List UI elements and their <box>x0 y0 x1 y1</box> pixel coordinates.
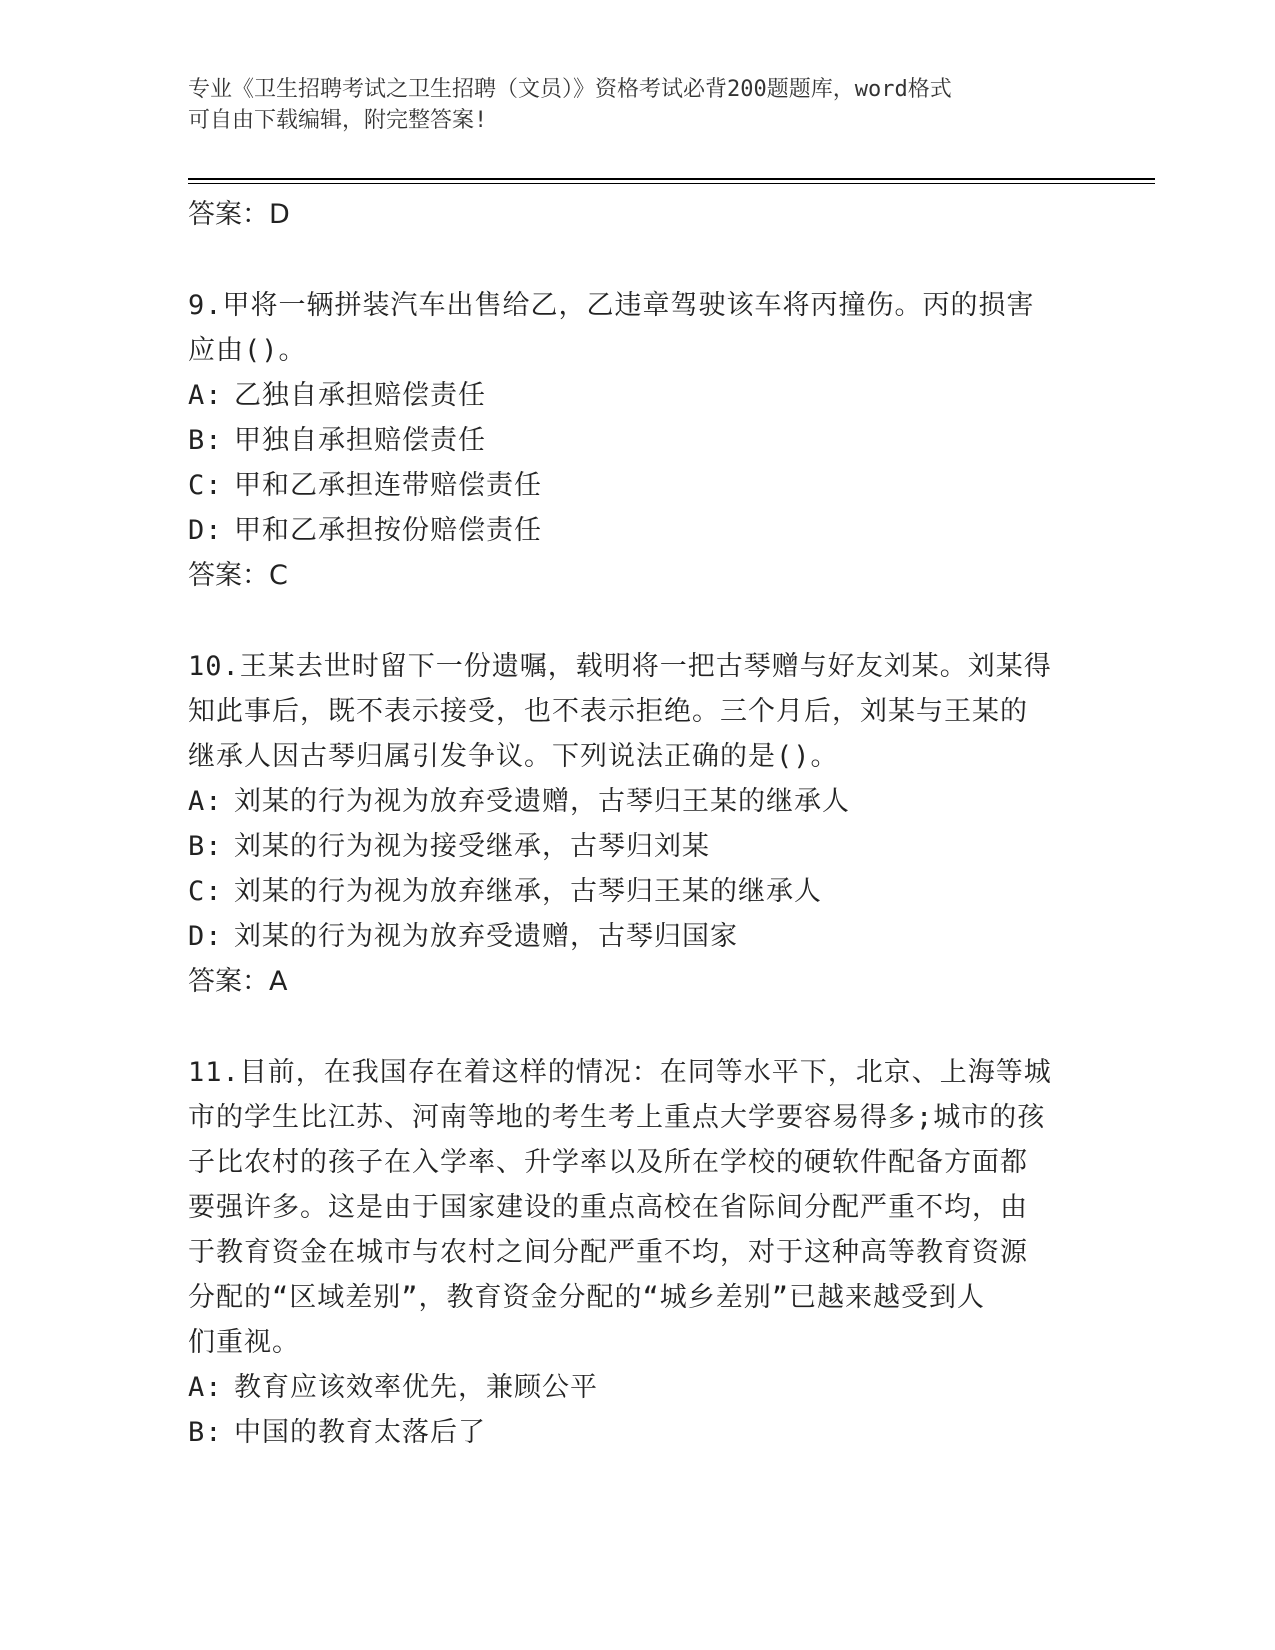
option-key: C: <box>188 470 223 501</box>
question-line: 市的学生比江苏、河南等地的考生考上重点大学要容易得多;城市的孩 <box>188 1102 1046 1133</box>
question-line: 11.目前，在我国存在着这样的情况：在同等水平下，北京、上海等城 <box>188 1057 1052 1088</box>
question-text <box>188 644 1088 779</box>
option-a <box>188 779 1088 824</box>
question-answer: 答案：A <box>188 966 288 997</box>
question-line: 子比农村的孩子在入学率、升学率以及所在学校的硬软件配备方面都 <box>188 1147 1028 1178</box>
option-key: B: <box>188 1417 223 1448</box>
question-10 <box>188 644 1088 1004</box>
option-text: 甲和乙承担连带赔偿责任 <box>234 470 542 501</box>
option-text: 中国的教育太落后了 <box>234 1417 486 1448</box>
page-content <box>188 192 1088 1455</box>
question-line: 要强许多。这是由于国家建设的重点高校在省际间分配严重不均，由 <box>188 1192 1028 1223</box>
question-line: 应由()。 <box>188 335 307 366</box>
option-c <box>188 463 1088 508</box>
question-line: 们重视。 <box>188 1327 300 1358</box>
question-text <box>188 1050 1088 1365</box>
question-answer: 答案：C <box>188 560 288 591</box>
option-key: B: <box>188 425 223 456</box>
option-d <box>188 508 1088 553</box>
question-line: 分配的“区域差别”，教育资金分配的“城乡差别”已越来越受到人 <box>188 1282 986 1313</box>
header-rule-thin <box>188 183 1155 184</box>
option-key: A: <box>188 786 223 817</box>
question-line: 继承人因古琴归属引发争议。下列说法正确的是()。 <box>188 741 839 772</box>
option-c <box>188 869 1088 914</box>
question-9 <box>188 283 1088 598</box>
question-text <box>188 283 1088 373</box>
option-text: 刘某的行为视为放弃受遗赠，古琴归国家 <box>234 921 738 952</box>
option-d <box>188 914 1088 959</box>
option-text: 刘某的行为视为放弃受遗赠，古琴归王某的继承人 <box>234 786 850 817</box>
header-line-2: 可自由下载编辑，附完整答案! <box>188 108 488 133</box>
option-text: 刘某的行为视为放弃继承，古琴归王某的继承人 <box>234 876 822 907</box>
option-b <box>188 418 1088 463</box>
question-line: 于教育资金在城市与农村之间分配严重不均，对于这种高等教育资源 <box>188 1237 1028 1268</box>
option-a <box>188 373 1088 418</box>
option-b <box>188 824 1088 869</box>
option-key: B: <box>188 831 223 862</box>
option-key: A: <box>188 380 223 411</box>
question-line: 10.王某去世时留下一份遗嘱，载明将一把古琴赠与好友刘某。刘某得 <box>188 651 1052 682</box>
spacer <box>188 598 1088 644</box>
option-text: 教育应该效率优先，兼顾公平 <box>234 1372 598 1403</box>
header-line-1: 专业《卫生招聘考试之卫生招聘（文员）》资格考试必背200题题库，word格式 <box>188 77 952 102</box>
option-text: 刘某的行为视为接受继承，古琴归刘某 <box>234 831 710 862</box>
option-key: D: <box>188 515 223 546</box>
option-text: 乙独自承担赔偿责任 <box>234 380 486 411</box>
option-key: A: <box>188 1372 223 1403</box>
spacer <box>188 237 1088 283</box>
option-text: 甲和乙承担按份赔偿责任 <box>234 515 542 546</box>
option-text: 甲独自承担赔偿责任 <box>234 425 486 456</box>
option-key: C: <box>188 876 223 907</box>
option-a <box>188 1365 1088 1410</box>
previous-answer: 答案：D <box>188 199 290 230</box>
page-header <box>188 74 1068 136</box>
question-11 <box>188 1050 1088 1455</box>
question-line: 9.甲将一辆拼装汽车出售给乙，乙违章驾驶该车将丙撞伤。丙的损害 <box>188 290 1035 321</box>
option-key: D: <box>188 921 223 952</box>
question-line: 知此事后，既不表示接受，也不表示拒绝。三个月后，刘某与王某的 <box>188 696 1028 727</box>
option-b <box>188 1410 1088 1455</box>
header-rule-thick <box>188 178 1155 180</box>
spacer <box>188 1004 1088 1050</box>
